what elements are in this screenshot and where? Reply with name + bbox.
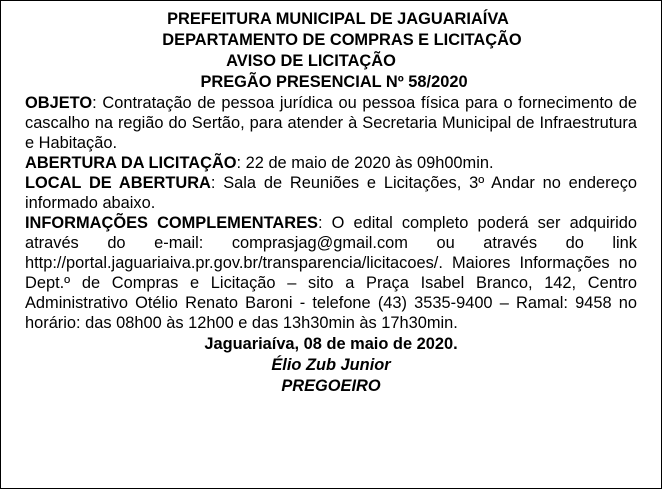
abertura-text: : 22 de maio de 2020 às 09h00min. — [236, 154, 494, 172]
informacoes-paragraph — [25, 213, 637, 333]
local-text: : Sala de Reuniões e Licitações, 3º Andar no endereço informado abaixo. — [25, 174, 637, 212]
notice-body — [25, 93, 637, 333]
notice-type-title: AVISO DE LICITAÇÃO — [226, 52, 396, 70]
informacoes-text: : O edital completo poderá ser adquirido através do e-mail: comprasjag@gmail.com ou através do link http://portal.jaguariaiva.pr.gov.br/transparencia/licitacoes/. Maiores Informações no Dept.º de Compras e Licitação – sito a Praça Isabel Branco, 142, Centro Administrativo Otélio Renato Baroni - telefone (43) 3535-9400 – Ramal: 9458 no horário: das 08h00 às 12h00 e das 13h30min às 17h30min. — [25, 214, 638, 332]
notice-footer — [25, 333, 637, 397]
objeto-paragraph — [25, 93, 637, 153]
municipality-title: PREFEITURA MUNICIPAL DE JAGUARIAÍVA — [167, 10, 509, 28]
signer-name: Élio Zub Junior — [271, 356, 391, 374]
abertura-paragraph — [25, 153, 637, 173]
place-date: Jaguariaíva, 08 de maio de 2020. — [204, 335, 458, 353]
auction-number-title: PREGÃO PRESENCIAL Nº 58/2020 — [200, 73, 468, 91]
informacoes-label: INFORMAÇÕES COMPLEMENTARES — [25, 214, 318, 232]
objeto-text: : Contratação de pessoa jurídica ou pessoa física para o fornecimento de cascalho na região do Sertão, para atender à Secretaria Municipal de Infraestrutura e Habitação. — [25, 94, 637, 152]
abertura-label: ABERTURA DA LICITAÇÃO — [25, 154, 237, 172]
local-paragraph — [25, 173, 637, 213]
objeto-label: OBJETO — [25, 94, 93, 112]
local-label: LOCAL DE ABERTURA — [25, 174, 211, 192]
signer-role: PREGOEIRO — [281, 377, 381, 395]
department-title: DEPARTAMENTO DE COMPRAS E LICITAÇÃO — [162, 31, 522, 49]
notice-header — [25, 9, 637, 93]
